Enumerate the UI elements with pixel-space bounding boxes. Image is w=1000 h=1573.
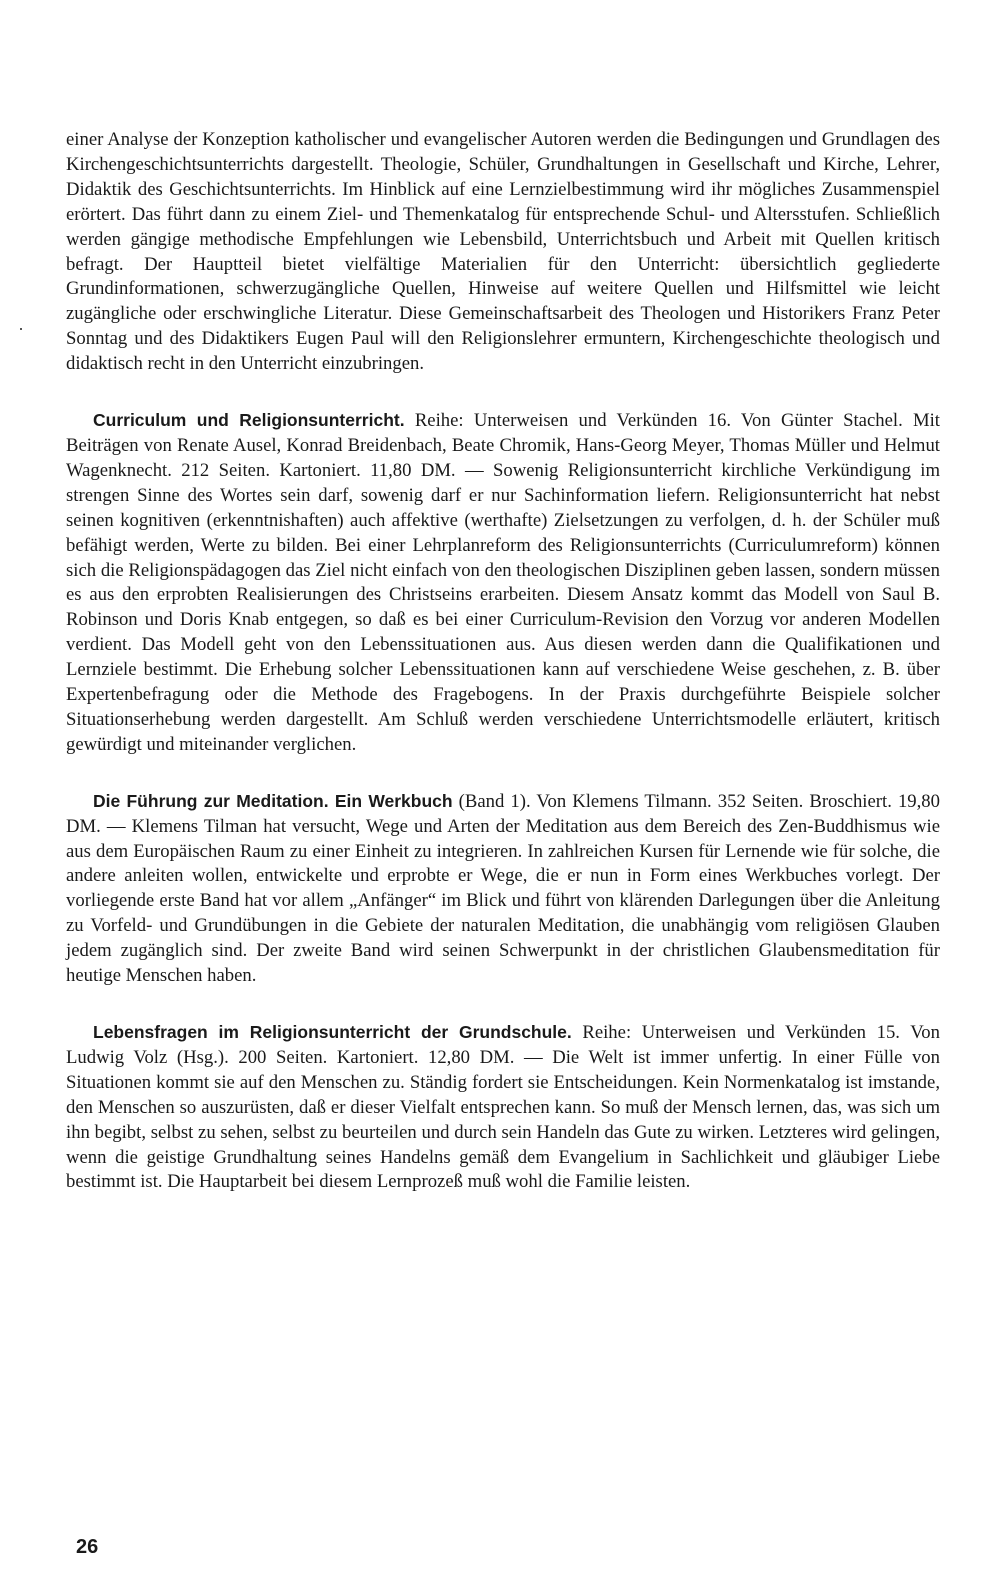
entry-text: Reihe: Unterweisen und Verkünden 16. Von Günter Stachel. Mit Beiträgen von Renate Ausel, Konrad Breidenbach, Beate Chromik, Hans-Georg Meyer, Thomas Müller und Helmut Wagenknecht. 212 Seiten. Kartoniert. 11,80 DM. — Sowenig Religionsunterricht kirchliche Verkündigung im strengen Sinne des Wortes sein darf, sowenig darf er nur Sachinformation liefern. Religionsunterricht hat nebst seinen kognitiven (erkenntnishaften) auch affektive (werthafte) Zielsetzungen zu verfolgen, d. h. der Schüler muß befähigt werden, Werte zu bilden. Bei einer Lehrplanreform des Religionsunterrichts (Curriculumreform) können sich die Religionspädagogen das Ziel nicht einfach von den theologischen Disziplinen geben lassen, sondern müssen es aus den erprobten Realisierungen des Christseins erarbeiten. Diesem Ansatz kommt das Modell von Saul B. Robinson und Doris Knab entgegen, so daß es bei einer Curriculum-Revision den Vorzug vor anderen Modellen verdient. Das Modell geht von den Lebenssituationen aus. Aus diesen werden dann die Qualifikationen und Lernziele bestimmt. Die Erhebung solcher Lebenssituationen kann auf verschiedene Weise geschehen, z. B. über Expertenbefragung oder die Methode des Fragebogens. In der Praxis durchgeführte Beispiele solcher Situationserhebung werden dargestellt. Am Schluß werden verschiedene Unterrichtsmodelle erläutert, kritisch gewürdigt und miteinander verglichen. xyxy=(66,410,940,755)
review-entry-lebensfragen xyxy=(66,1020,940,1195)
scan-speck xyxy=(20,328,22,330)
entry-title: Lebensfragen im Religionsunterricht der Grundschule. xyxy=(93,1022,572,1042)
page-number: 26 xyxy=(76,1536,99,1558)
entry-text: Reihe: Unterweisen und Verkünden 15. Von Ludwig Volz (Hsg.). 200 Seiten. Kartoniert. 12,80 DM. — Die Welt ist immer unfertig. In einer Fülle von Situationen kommt sie auf den Menschen zu. Ständig fordert sie Entscheidungen. Kein Normenkatalog ist imstande, den Menschen so auszurüsten, daß er dieser Vielfalt entsprechen kann. So muß der Mensch lernen, das, was sich um ihn begibt, selbst zu sehen, selbst zu beurteilen und durch sein Handeln das Gute zu wirken. Letzteres wird gelingen, wenn die geistige Grundhaltung seines Handelns gemäß dem Evangelium in Sachlichkeit und gläubiger Liebe bestimmt ist. Die Hauptarbeit bei diesem Lernprozeß muß wohl die Familie leisten. xyxy=(66,1022,940,1193)
entry-title: Die Führung zur Meditation. Ein Werkbuch xyxy=(93,790,453,811)
intro-paragraph: einer Analyse der Konzeption katholischer und evangelischer Autoren werden die Bedingungen und Grundlagen des Kirchengeschichtsunterrichts dargestellt. Theologie, Schüler, Grundhaltungen in Gesellschaft und Kirche, Lehrer, Didaktik des Geschichtsunterrichts. Im Hinblick auf eine Lernzielbestimmung wird ihr mögliches Zusammenspiel erörtert. Das führt dann zu einem Ziel- und Themenkatalog für entsprechende Schul- und Altersstufen. Schließlich werden gängige methodische Empfehlungen wie Lebensbild, Unterrichtsbuch und Arbeit mit Quellen kritisch befragt. Der Hauptteil bietet vielfältige Materialien für den Unterricht: übersichtlich gegliederte Grundinformationen, schwerzugängliche Quellen, Hinweise auf weitere Quellen und Hilfsmittel wie leicht zugängliche oder erschwingliche Literatur. Diese Gemeinschaftsarbeit des Theologen und Historikers Franz Peter Sonntag und des Didaktikers Eugen Paul will den Religionslehrer ermuntern, Kirchengeschichte theologisch und didaktisch recht in den Unterricht einzubringen. xyxy=(66,129,940,375)
review-entry-curriculum xyxy=(66,408,940,758)
review-entry-meditation xyxy=(66,789,940,989)
page-body xyxy=(66,128,940,1195)
entry-text: (Band 1). Von Klemens Tilmann. 352 Seiten. Broschiert. 19,80 DM. — Klemens Tilman hat versucht, Wege und Arten der Meditation aus dem Bereich des Zen-Buddhismus wie aus dem Europäischen Raum zu einer Einheit zu integrieren. In zahlreichen Kursen für Lernende wie für solche, die andere anleiten wollen, entwickelte und erprobte er Wege, die er nun in Form eines Werkbuches vorlegt. Der vorliegende erste Band hat vor allem „Anfänger“ im Blick und führt von klärenden Darlegungen über die Anleitung zu Vorfeld- und Grundübungen in die Gebiete der naturalen Meditation, die unabhängig vom religiösen Glauben jedem zugänglich sind. Der zweite Band wird seinen Schwerpunkt in der christlichen Glaubensmeditation für heutige Menschen haben. xyxy=(66,790,940,987)
entry-title: Curriculum und Religionsunterricht. xyxy=(93,410,405,431)
